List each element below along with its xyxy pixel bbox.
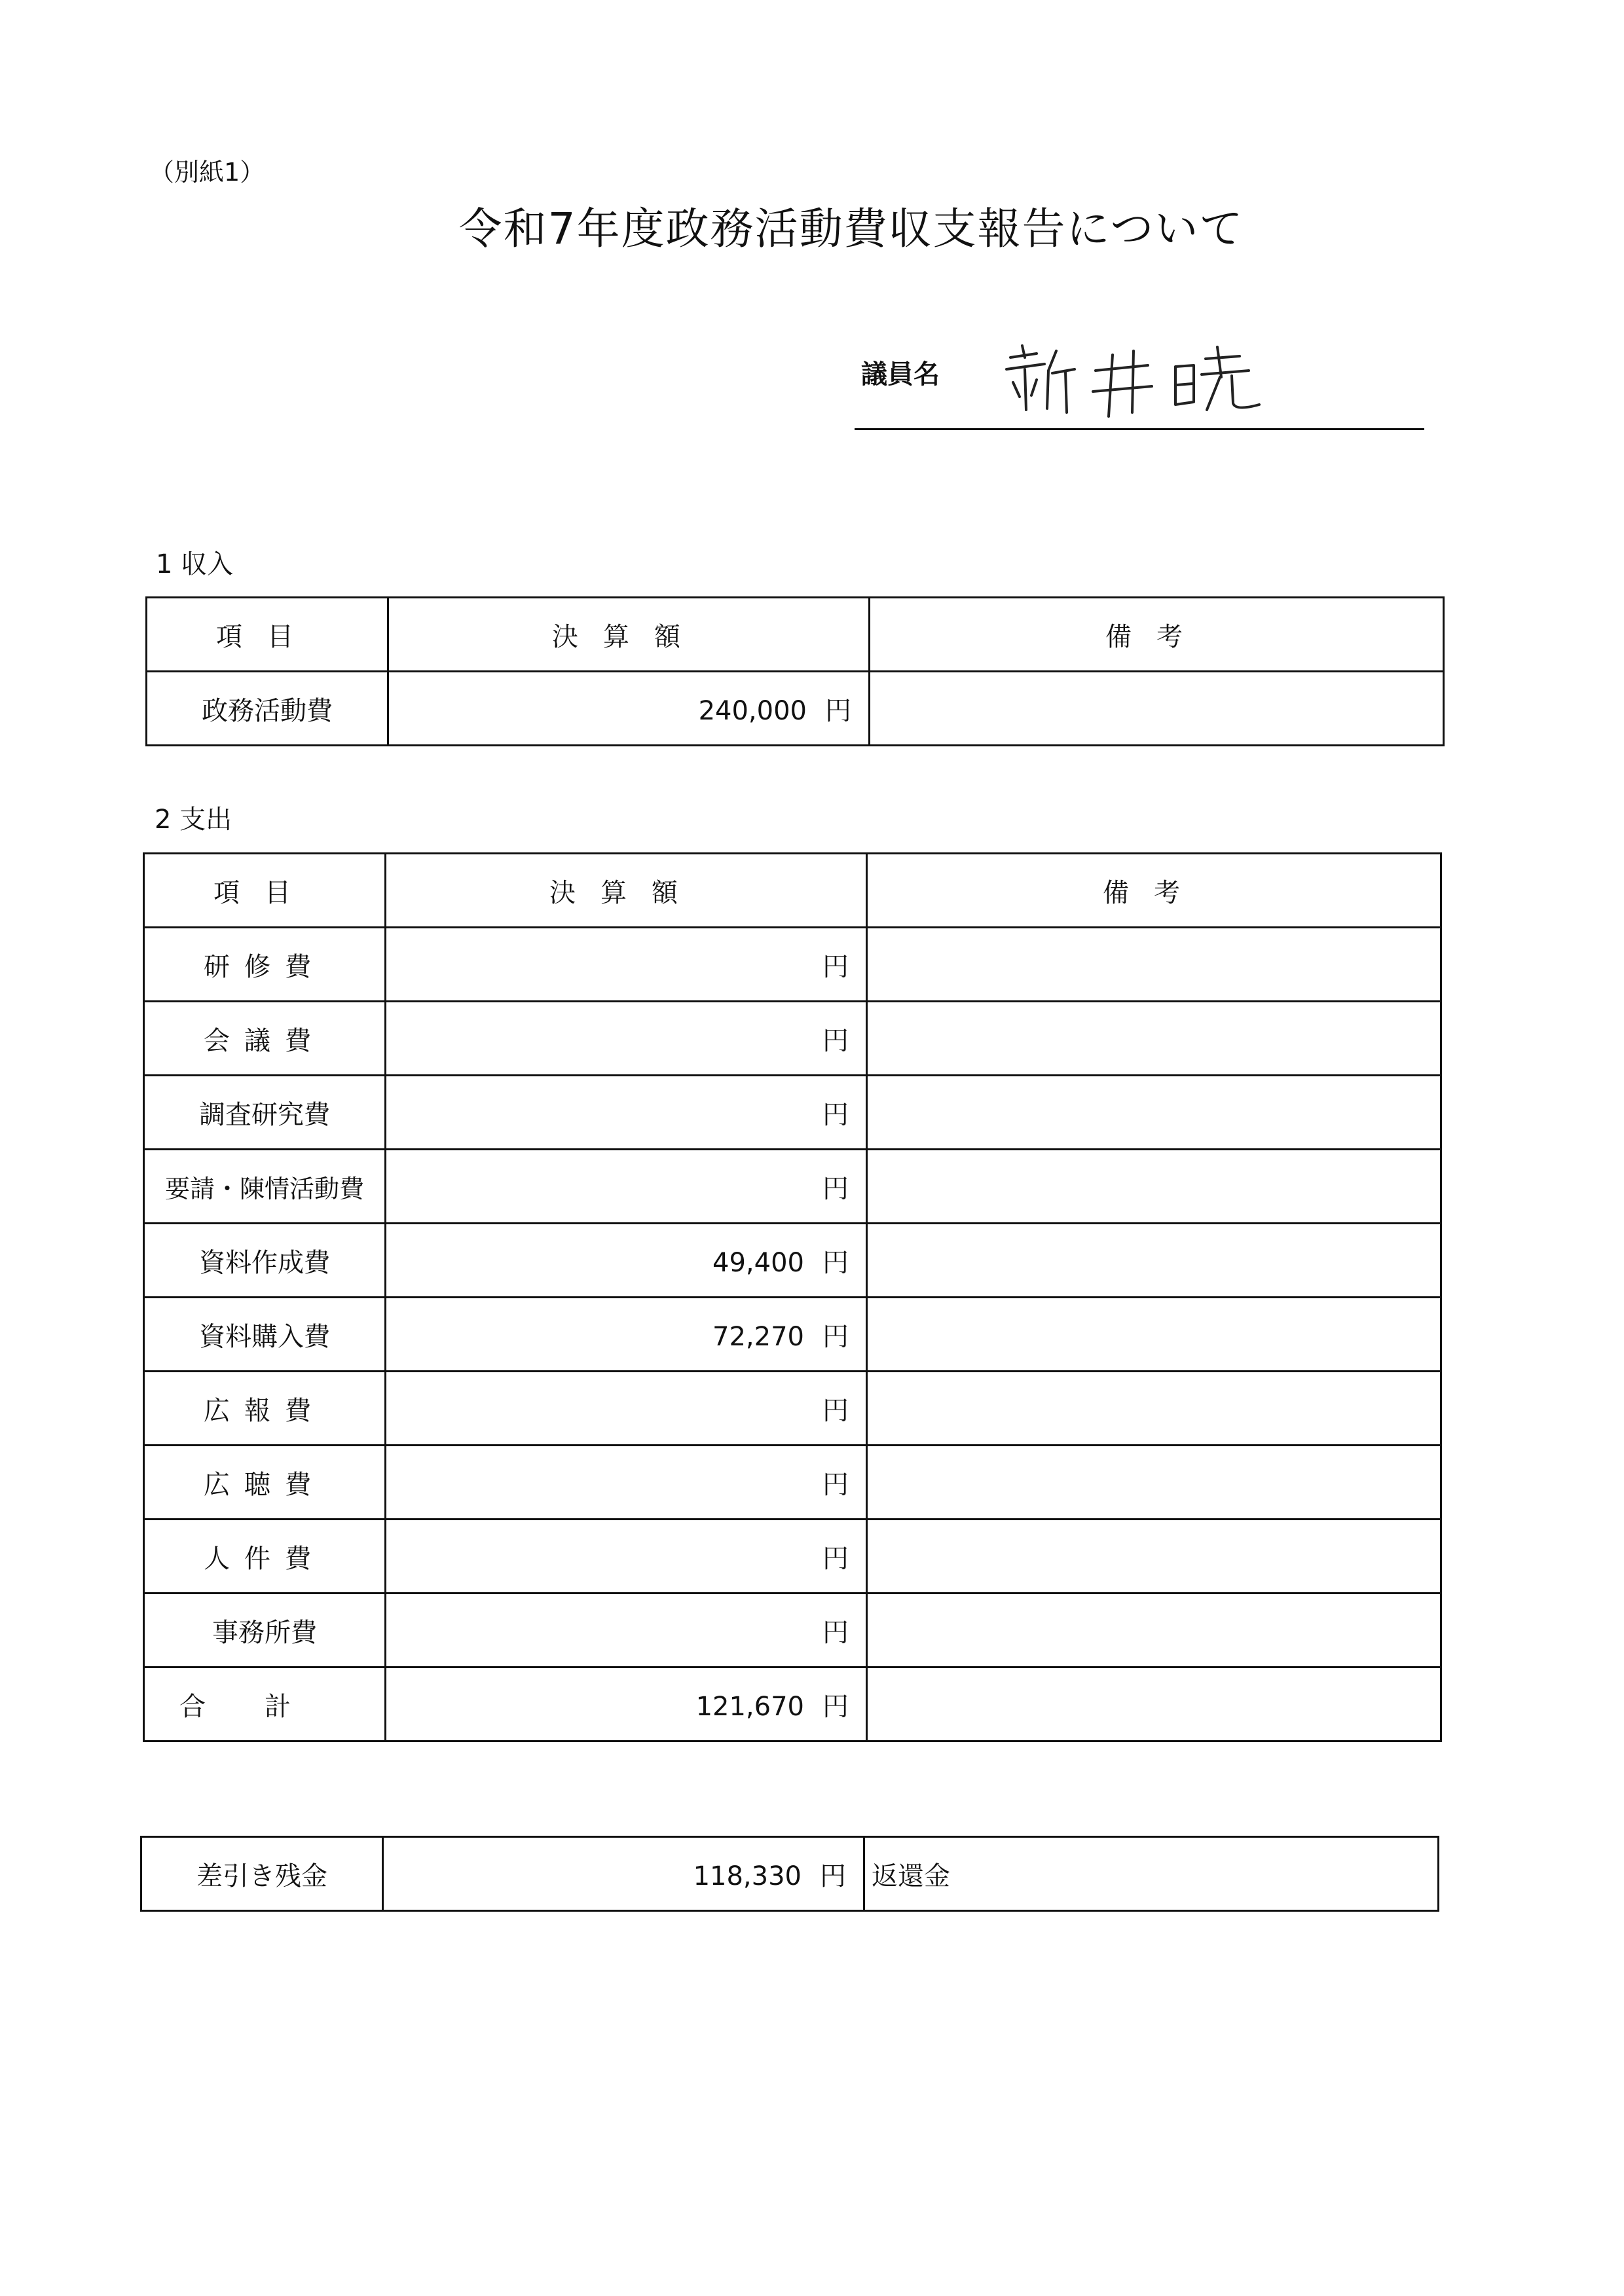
header-note: 備考	[867, 854, 1441, 928]
header-item: 項目	[144, 854, 386, 928]
row-note	[867, 1076, 1441, 1150]
total-note	[867, 1667, 1441, 1741]
row-note	[867, 1224, 1441, 1298]
row-note	[867, 1298, 1441, 1372]
row-item: 人件費	[144, 1520, 386, 1594]
row-unit: 円	[822, 1395, 849, 1426]
total-label: 合計	[144, 1667, 386, 1741]
balance-amount: 118,330	[693, 1861, 802, 1891]
row-item: 会議費	[144, 1002, 386, 1076]
row-unit: 円	[822, 1617, 849, 1648]
income-table	[145, 596, 1445, 746]
table-row	[144, 1594, 1441, 1667]
row-amount-cell	[386, 1520, 867, 1594]
row-note	[870, 672, 1444, 746]
header-note: 備考	[870, 598, 1444, 672]
row-unit: 円	[822, 1099, 849, 1130]
member-name-label: 議員名	[861, 359, 940, 390]
member-name-block	[855, 340, 1424, 430]
row-amount-cell	[388, 672, 870, 746]
total-row	[144, 1667, 1441, 1741]
header-amount: 決算額	[386, 854, 867, 928]
expense-table	[143, 852, 1442, 1742]
row-amount-cell	[386, 1002, 867, 1076]
row-amount-cell	[386, 1594, 867, 1667]
balance-amount-cell	[383, 1837, 864, 1911]
income-section-heading: 1 収入	[156, 549, 234, 579]
table-row	[144, 1150, 1441, 1224]
row-note	[867, 1150, 1441, 1224]
row-unit: 円	[822, 1469, 849, 1500]
row-unit: 円	[822, 1543, 849, 1574]
row-unit: 円	[825, 695, 851, 726]
row-unit: 円	[822, 951, 849, 982]
page-title: 令和7年度政務活動費収支報告について	[458, 204, 1244, 254]
row-item: 資料購入費	[144, 1298, 386, 1372]
row-amount-cell	[386, 1076, 867, 1150]
table-row	[144, 1298, 1441, 1372]
attachment-label: （別紙1）	[149, 158, 265, 187]
handwritten-signature	[997, 331, 1272, 423]
total-amount-cell	[386, 1667, 867, 1741]
balance-row	[141, 1837, 1439, 1911]
table-header-row	[147, 598, 1444, 672]
header-amount: 決算額	[388, 598, 870, 672]
row-amount: 240,000	[698, 695, 807, 726]
balance-label: 差引き残金	[141, 1837, 383, 1911]
row-item: 広聴費	[144, 1446, 386, 1520]
row-item: 事務所費	[144, 1594, 386, 1667]
row-item: 研修費	[144, 928, 386, 1002]
row-note	[867, 1372, 1441, 1446]
table-header-row	[144, 854, 1441, 928]
row-amount-cell	[386, 1372, 867, 1446]
row-amount-cell	[386, 928, 867, 1002]
table-row	[144, 928, 1441, 1002]
row-item: 政務活動費	[147, 672, 388, 746]
total-amount: 121,670	[695, 1691, 804, 1722]
table-row	[144, 1076, 1441, 1150]
balance-unit: 円	[820, 1861, 846, 1891]
row-item: 要請・陳情活動費	[144, 1150, 386, 1224]
total-unit: 円	[822, 1691, 849, 1722]
row-amount: 72,270	[712, 1321, 804, 1352]
table-row	[147, 672, 1444, 746]
row-note	[867, 1002, 1441, 1076]
row-note	[867, 1446, 1441, 1520]
table-row	[144, 1446, 1441, 1520]
row-amount-cell	[386, 1224, 867, 1298]
row-note	[867, 1520, 1441, 1594]
row-amount-cell	[386, 1446, 867, 1520]
row-item: 広報費	[144, 1372, 386, 1446]
header-item: 項目	[147, 598, 388, 672]
balance-note: 返還金	[864, 1837, 1439, 1911]
row-unit: 円	[822, 1173, 849, 1204]
expense-section-heading: 2 支出	[155, 805, 232, 835]
row-unit: 円	[822, 1247, 849, 1278]
row-amount-cell	[386, 1150, 867, 1224]
balance-table	[140, 1836, 1439, 1912]
row-item: 調査研究費	[144, 1076, 386, 1150]
table-row	[144, 1002, 1441, 1076]
row-unit: 円	[822, 1321, 849, 1352]
row-amount: 49,400	[712, 1247, 804, 1278]
table-row	[144, 1224, 1441, 1298]
row-amount-cell	[386, 1298, 867, 1372]
row-item: 資料作成費	[144, 1224, 386, 1298]
row-note	[867, 1594, 1441, 1667]
table-row	[144, 1520, 1441, 1594]
table-row	[144, 1372, 1441, 1446]
row-note	[867, 928, 1441, 1002]
row-unit: 円	[822, 1025, 849, 1056]
